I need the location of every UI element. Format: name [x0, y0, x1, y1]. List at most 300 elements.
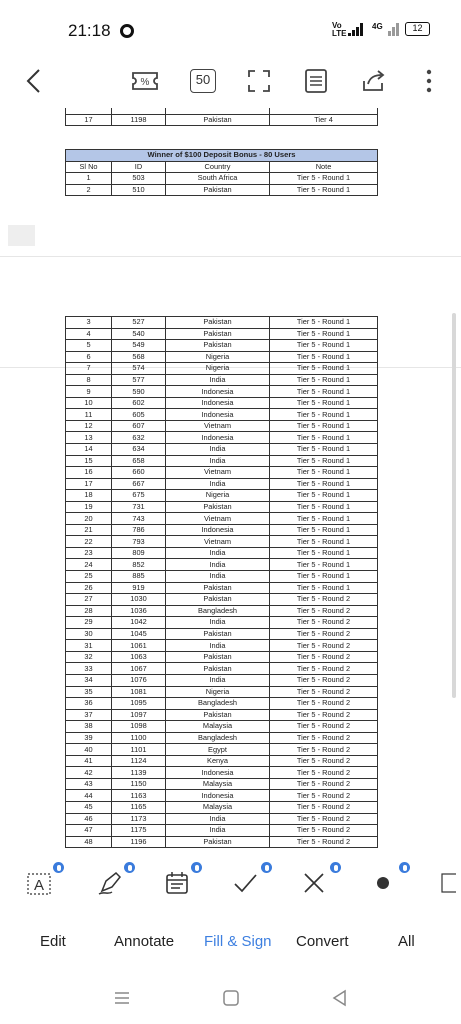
table-cell: 31	[66, 640, 112, 652]
notification-circle-icon	[120, 24, 134, 38]
table-row	[66, 651, 378, 663]
discount-tag-icon[interactable]	[128, 64, 162, 98]
table-cell: Nigeria	[166, 363, 270, 375]
table-cell: 1095	[112, 698, 166, 710]
table-cell: Tier 4	[270, 114, 378, 126]
table-cell: 43	[66, 778, 112, 790]
check-tool[interactable]	[228, 866, 262, 900]
table-row	[66, 501, 378, 513]
table-cell: Malaysia	[166, 721, 270, 733]
table-row	[66, 340, 378, 352]
table-cell: 1100	[112, 732, 166, 744]
table-cell: 33	[66, 663, 112, 675]
table-cell: 1098	[112, 721, 166, 733]
table-cell: Tier 5 - Round 1	[270, 317, 378, 329]
table-row	[66, 455, 378, 467]
table-cell: 607	[112, 420, 166, 432]
table-cell: 45	[66, 801, 112, 813]
table-cell: India	[166, 617, 270, 629]
table-cell: Tier 5 - Round 2	[270, 674, 378, 686]
table-cell: 731	[112, 501, 166, 513]
table-cell: Tier 5 - Round 2	[270, 686, 378, 698]
table-cell: 3	[66, 317, 112, 329]
system-nav-bar	[0, 972, 461, 1024]
table-cell: 503	[112, 173, 166, 185]
table-cell: Tier 5 - Round 1	[270, 559, 378, 571]
table-row	[66, 628, 378, 640]
table-cell: Tier 5 - Round 1	[270, 328, 378, 340]
table-cell: Tier 5 - Round 2	[270, 744, 378, 756]
table-cell: 1165	[112, 801, 166, 813]
back-arrow-icon[interactable]	[16, 64, 50, 98]
table-row	[66, 663, 378, 675]
table-cell: 743	[112, 513, 166, 525]
table-cell: 6	[66, 351, 112, 363]
table-cell: 1124	[112, 755, 166, 767]
table-cell: 47	[66, 825, 112, 837]
table-row	[66, 317, 378, 329]
table-cell: Pakistan	[166, 340, 270, 352]
table-cell: 16	[66, 467, 112, 479]
table-cell: Tier 5 - Round 1	[270, 386, 378, 398]
top-table	[65, 108, 378, 126]
table-cell: Indonesia	[166, 397, 270, 409]
table-cell: Nigeria	[166, 351, 270, 363]
table-row	[66, 813, 378, 825]
table-cell: 605	[112, 409, 166, 421]
table-row	[66, 444, 378, 456]
table-row	[66, 571, 378, 583]
table-row	[66, 732, 378, 744]
table-cell: South Africa	[166, 173, 270, 185]
table-cell: 1139	[112, 767, 166, 779]
table-cell: 1042	[112, 617, 166, 629]
table-cell: Indonesia	[166, 767, 270, 779]
tab-fill-and-sign[interactable]: Fill & Sign	[204, 933, 272, 950]
table-row	[66, 386, 378, 398]
table-cell: Pakistan	[166, 317, 270, 329]
dot-tool[interactable]	[366, 866, 400, 900]
cross-mark-icon	[302, 871, 326, 895]
share-icon[interactable]	[357, 64, 391, 98]
table-cell: Tier 5 - Round 1	[270, 184, 378, 196]
table-header-row	[66, 161, 378, 173]
table-cell: Tier 5 - Round 2	[270, 721, 378, 733]
table-cell: 527	[112, 317, 166, 329]
table-cell: 21	[66, 524, 112, 536]
table-row	[66, 790, 378, 802]
table-row	[66, 825, 378, 837]
table-cell: India	[166, 455, 270, 467]
table-cell: Pakistan	[166, 328, 270, 340]
table-cell: 34	[66, 674, 112, 686]
table-cell: Pakistan	[166, 836, 270, 848]
table-cell: 41	[66, 755, 112, 767]
table-cell: India	[166, 640, 270, 652]
table-row	[66, 351, 378, 363]
table-cell: Tier 5 - Round 2	[270, 778, 378, 790]
table-cell: 2	[66, 184, 112, 196]
table-cell: Indonesia	[166, 790, 270, 802]
table-row	[66, 397, 378, 409]
table-row	[66, 674, 378, 686]
table-cell: 39	[66, 732, 112, 744]
table-row	[66, 640, 378, 652]
table-cell: Tier 5 - Round 1	[270, 467, 378, 479]
table-cell: 1061	[112, 640, 166, 652]
table-cell: 885	[112, 571, 166, 583]
table-cell: 7	[66, 363, 112, 375]
column-header: Note	[270, 161, 378, 173]
table-cell: Tier 5 - Round 2	[270, 790, 378, 802]
table-cell: 9	[66, 386, 112, 398]
tab-convert[interactable]: Convert	[296, 933, 349, 950]
text-box-icon	[26, 870, 52, 896]
more-options-icon[interactable]	[412, 64, 446, 98]
table-cell: 919	[112, 582, 166, 594]
table-cell: 27	[66, 594, 112, 606]
table-cell: Tier 5 - Round 2	[270, 628, 378, 640]
scrollbar[interactable]	[452, 313, 456, 698]
table-row	[66, 744, 378, 756]
table-cell: 1097	[112, 709, 166, 721]
table-row	[66, 709, 378, 721]
table-cell: Tier 5 - Round 1	[270, 501, 378, 513]
rectangle-tool[interactable]	[436, 866, 461, 900]
table-cell: 11	[66, 409, 112, 421]
table-cell: Tier 5 - Round 1	[270, 420, 378, 432]
table-cell: Tier 5 - Round 2	[270, 709, 378, 721]
tab-edit[interactable]: Edit	[40, 933, 66, 950]
page-number-box[interactable]	[186, 64, 220, 98]
table-cell: Tier 5 - Round 2	[270, 617, 378, 629]
table-cell: Tier 5 - Round 1	[270, 547, 378, 559]
table-cell: 38	[66, 721, 112, 733]
table-cell: Pakistan	[166, 709, 270, 721]
table-cell: Pakistan	[166, 184, 270, 196]
table-cell: 568	[112, 351, 166, 363]
table-cell: 15	[66, 455, 112, 467]
table-cell: 42	[66, 767, 112, 779]
table-cell: Pakistan	[166, 663, 270, 675]
table-cell: Tier 5 - Round 1	[270, 478, 378, 490]
table-row	[66, 420, 378, 432]
table-row	[66, 478, 378, 490]
cross-tool[interactable]	[297, 866, 331, 900]
table-cell: 1150	[112, 778, 166, 790]
table-row	[66, 374, 378, 386]
table-cell: India	[166, 478, 270, 490]
table-cell: 26	[66, 582, 112, 594]
check-mark-icon	[232, 870, 258, 896]
table-cell: Egypt	[166, 744, 270, 756]
table-cell: Malaysia	[166, 778, 270, 790]
table-cell: 660	[112, 467, 166, 479]
table-cell: 44	[66, 790, 112, 802]
table-cell: 1175	[112, 825, 166, 837]
table-cell: 786	[112, 524, 166, 536]
table-cell: India	[166, 374, 270, 386]
document-viewer[interactable]	[0, 108, 461, 858]
table-cell: Indonesia	[166, 409, 270, 421]
table-cell: 1196	[112, 836, 166, 848]
table-cell: Vietnam	[166, 467, 270, 479]
table-cell: Tier 5 - Round 1	[270, 444, 378, 456]
table-cell: Indonesia	[166, 524, 270, 536]
document-view-icon[interactable]	[299, 64, 333, 98]
table-row	[66, 432, 378, 444]
table-cell: India	[166, 825, 270, 837]
fill-sign-tools	[0, 858, 461, 914]
table-cell: 658	[112, 455, 166, 467]
battery-icon: 12	[405, 22, 430, 36]
table-cell: 35	[66, 686, 112, 698]
table-cell: Pakistan	[166, 651, 270, 663]
bottom-tab-bar	[0, 914, 461, 972]
table-cell: Indonesia	[166, 432, 270, 444]
table-cell: Bangladesh	[166, 698, 270, 710]
table-cell: India	[166, 547, 270, 559]
table-cell: Tier 5 - Round 1	[270, 513, 378, 525]
table-cell: 1063	[112, 651, 166, 663]
table-cell: Tier 5 - Round 2	[270, 698, 378, 710]
status-time: 21:18	[68, 21, 111, 40]
main-table	[65, 316, 378, 848]
back-nav-icon[interactable]	[330, 988, 350, 1008]
table-cell: Pakistan	[166, 582, 270, 594]
table-row	[66, 721, 378, 733]
table-cell: 852	[112, 559, 166, 571]
table-cell: India	[166, 674, 270, 686]
table-cell: Tier 5 - Round 1	[270, 455, 378, 467]
table-cell: 46	[66, 813, 112, 825]
text-box-tool[interactable]	[22, 866, 56, 900]
table-cell: 590	[112, 386, 166, 398]
table-row	[66, 755, 378, 767]
table-cell: 17	[66, 478, 112, 490]
table-cell: 40	[66, 744, 112, 756]
table-row	[66, 617, 378, 629]
date-tool[interactable]	[160, 866, 194, 900]
table-cell: 25	[66, 571, 112, 583]
table-cell: India	[166, 813, 270, 825]
volte-icon: Vo LTE	[332, 21, 347, 38]
table-row	[66, 767, 378, 779]
table-cell: 22	[66, 536, 112, 548]
pro-badge-icon	[53, 862, 64, 873]
table-cell: Tier 5 - Round 2	[270, 825, 378, 837]
table-cell: 23	[66, 547, 112, 559]
table-cell: Tier 5 - Round 2	[270, 640, 378, 652]
table-cell: 634	[112, 444, 166, 456]
table-row	[66, 467, 378, 479]
table-cell: 1198	[112, 114, 166, 126]
table-cell: 1045	[112, 628, 166, 640]
table-cell: 667	[112, 478, 166, 490]
table-cell: 19	[66, 501, 112, 513]
table-cell: 14	[66, 444, 112, 456]
table-cell: Tier 5 - Round 1	[270, 571, 378, 583]
table-row	[66, 536, 378, 548]
pro-badge-icon	[399, 862, 410, 873]
pro-badge-icon	[191, 862, 202, 873]
table-cell: Tier 5 - Round 1	[270, 536, 378, 548]
dot-icon	[375, 875, 391, 891]
table-cell: Tier 5 - Round 1	[270, 409, 378, 421]
table-cell: 4	[66, 328, 112, 340]
table-cell: 37	[66, 709, 112, 721]
top-toolbar	[0, 56, 461, 106]
table-cell: 549	[112, 340, 166, 352]
column-header: ID	[112, 161, 166, 173]
table-cell: Nigeria	[166, 686, 270, 698]
page-placeholder-chip	[8, 225, 35, 246]
table-cell: Tier 5 - Round 1	[270, 524, 378, 536]
table-cell: 13	[66, 432, 112, 444]
table-cell: 5	[66, 340, 112, 352]
table-row	[66, 836, 378, 848]
calendar-icon	[164, 870, 190, 896]
table-cell: 540	[112, 328, 166, 340]
table-cell: Pakistan	[166, 628, 270, 640]
table-cell: Tier 5 - Round 1	[270, 351, 378, 363]
table-cell: Indonesia	[166, 386, 270, 398]
table-cell: 632	[112, 432, 166, 444]
zoom-value: 50	[190, 69, 216, 93]
pro-badge-icon	[330, 862, 341, 873]
recent-apps-icon[interactable]	[112, 988, 132, 1008]
table-cell: Tier 5 - Round 2	[270, 663, 378, 675]
table-row	[66, 363, 378, 375]
signature-tool[interactable]	[93, 866, 127, 900]
table-cell: Tier 5 - Round 1	[270, 374, 378, 386]
main-table-body	[66, 317, 378, 848]
table-cell: 510	[112, 184, 166, 196]
table-cell: Pakistan	[166, 594, 270, 606]
table-cell: 602	[112, 397, 166, 409]
table-cell: 32	[66, 651, 112, 663]
pro-badge-icon	[124, 862, 135, 873]
table-cell: 28	[66, 605, 112, 617]
table-cell: 1081	[112, 686, 166, 698]
table-cell: Pakistan	[166, 501, 270, 513]
table-row	[66, 582, 378, 594]
table-row	[66, 328, 378, 340]
table-row	[66, 184, 378, 196]
table-cell: India	[166, 559, 270, 571]
table-cell: Malaysia	[166, 801, 270, 813]
table-row	[66, 605, 378, 617]
table-cell: Bangladesh	[166, 605, 270, 617]
table-cell: Tier 5 - Round 1	[270, 432, 378, 444]
table-row	[66, 173, 378, 185]
svg-text:%: %	[140, 77, 150, 88]
table-cell: 17	[66, 114, 112, 126]
table-cell: 8	[66, 374, 112, 386]
table-cell: 809	[112, 547, 166, 559]
table-cell: 1076	[112, 674, 166, 686]
fullscreen-icon[interactable]	[242, 64, 276, 98]
table-cell: 1067	[112, 663, 166, 675]
table-row	[66, 490, 378, 502]
table-cell: Pakistan	[166, 114, 270, 126]
table-cell: 1036	[112, 605, 166, 617]
bonus-table	[65, 149, 378, 196]
table-cell: Tier 5 - Round 2	[270, 767, 378, 779]
table-cell: Kenya	[166, 755, 270, 767]
table-row	[66, 513, 378, 525]
table-cell: Vietnam	[166, 420, 270, 432]
table-cell: 1163	[112, 790, 166, 802]
table-row	[66, 114, 378, 126]
tab-annotate[interactable]: Annotate	[114, 933, 175, 950]
table-row	[66, 409, 378, 421]
table-cell: Tier 5 - Round 2	[270, 801, 378, 813]
table-row	[66, 778, 378, 790]
table-cell: India	[166, 444, 270, 456]
column-header: Country	[166, 161, 270, 173]
table-cell: 675	[112, 490, 166, 502]
table-cell: Tier 5 - Round 1	[270, 582, 378, 594]
table-cell: Tier 5 - Round 2	[270, 732, 378, 744]
table-cell: Tier 5 - Round 1	[270, 363, 378, 375]
table-cell: Tier 5 - Round 1	[270, 490, 378, 502]
tab-all[interactable]: All	[398, 933, 415, 950]
table-cell: 29	[66, 617, 112, 629]
table-cell: Tier 5 - Round 2	[270, 605, 378, 617]
table-cell: Tier 5 - Round 2	[270, 594, 378, 606]
table-cell: Tier 5 - Round 2	[270, 651, 378, 663]
table-cell: 18	[66, 490, 112, 502]
table-cell: 10	[66, 397, 112, 409]
table-title-row	[66, 150, 378, 162]
table-row	[66, 559, 378, 571]
table-cell: 20	[66, 513, 112, 525]
table-cell: Bangladesh	[166, 732, 270, 744]
table-row	[66, 698, 378, 710]
table-row	[66, 594, 378, 606]
table-cell: 1173	[112, 813, 166, 825]
table-cell: Tier 5 - Round 1	[270, 397, 378, 409]
table-cell: Tier 5 - Round 2	[270, 755, 378, 767]
table-title: Winner of $100 Deposit Bonus - 80 Users	[66, 150, 378, 162]
table-cell: 574	[112, 363, 166, 375]
rectangle-icon	[436, 871, 456, 895]
table-cell: 1030	[112, 594, 166, 606]
annotate-pen-icon	[96, 869, 124, 897]
table-row	[66, 547, 378, 559]
table-cell: 48	[66, 836, 112, 848]
table-cell: 793	[112, 536, 166, 548]
table-cell: Tier 5 - Round 2	[270, 813, 378, 825]
table-cell: 36	[66, 698, 112, 710]
table-cell: Tier 5 - Round 2	[270, 836, 378, 848]
table-cell: 1101	[112, 744, 166, 756]
table-cell: India	[166, 571, 270, 583]
table-cell: Tier 5 - Round 1	[270, 340, 378, 352]
table-cell: 1	[66, 173, 112, 185]
table-row	[66, 524, 378, 536]
table-row	[66, 686, 378, 698]
table-cell: Vietnam	[166, 513, 270, 525]
home-icon[interactable]	[221, 988, 241, 1008]
table-cell: 30	[66, 628, 112, 640]
signal-strength-icon	[348, 22, 368, 36]
pro-badge-icon	[261, 862, 272, 873]
table-cell: Tier 5 - Round 1	[270, 173, 378, 185]
table-cell: Nigeria	[166, 490, 270, 502]
status-bar	[0, 0, 461, 56]
